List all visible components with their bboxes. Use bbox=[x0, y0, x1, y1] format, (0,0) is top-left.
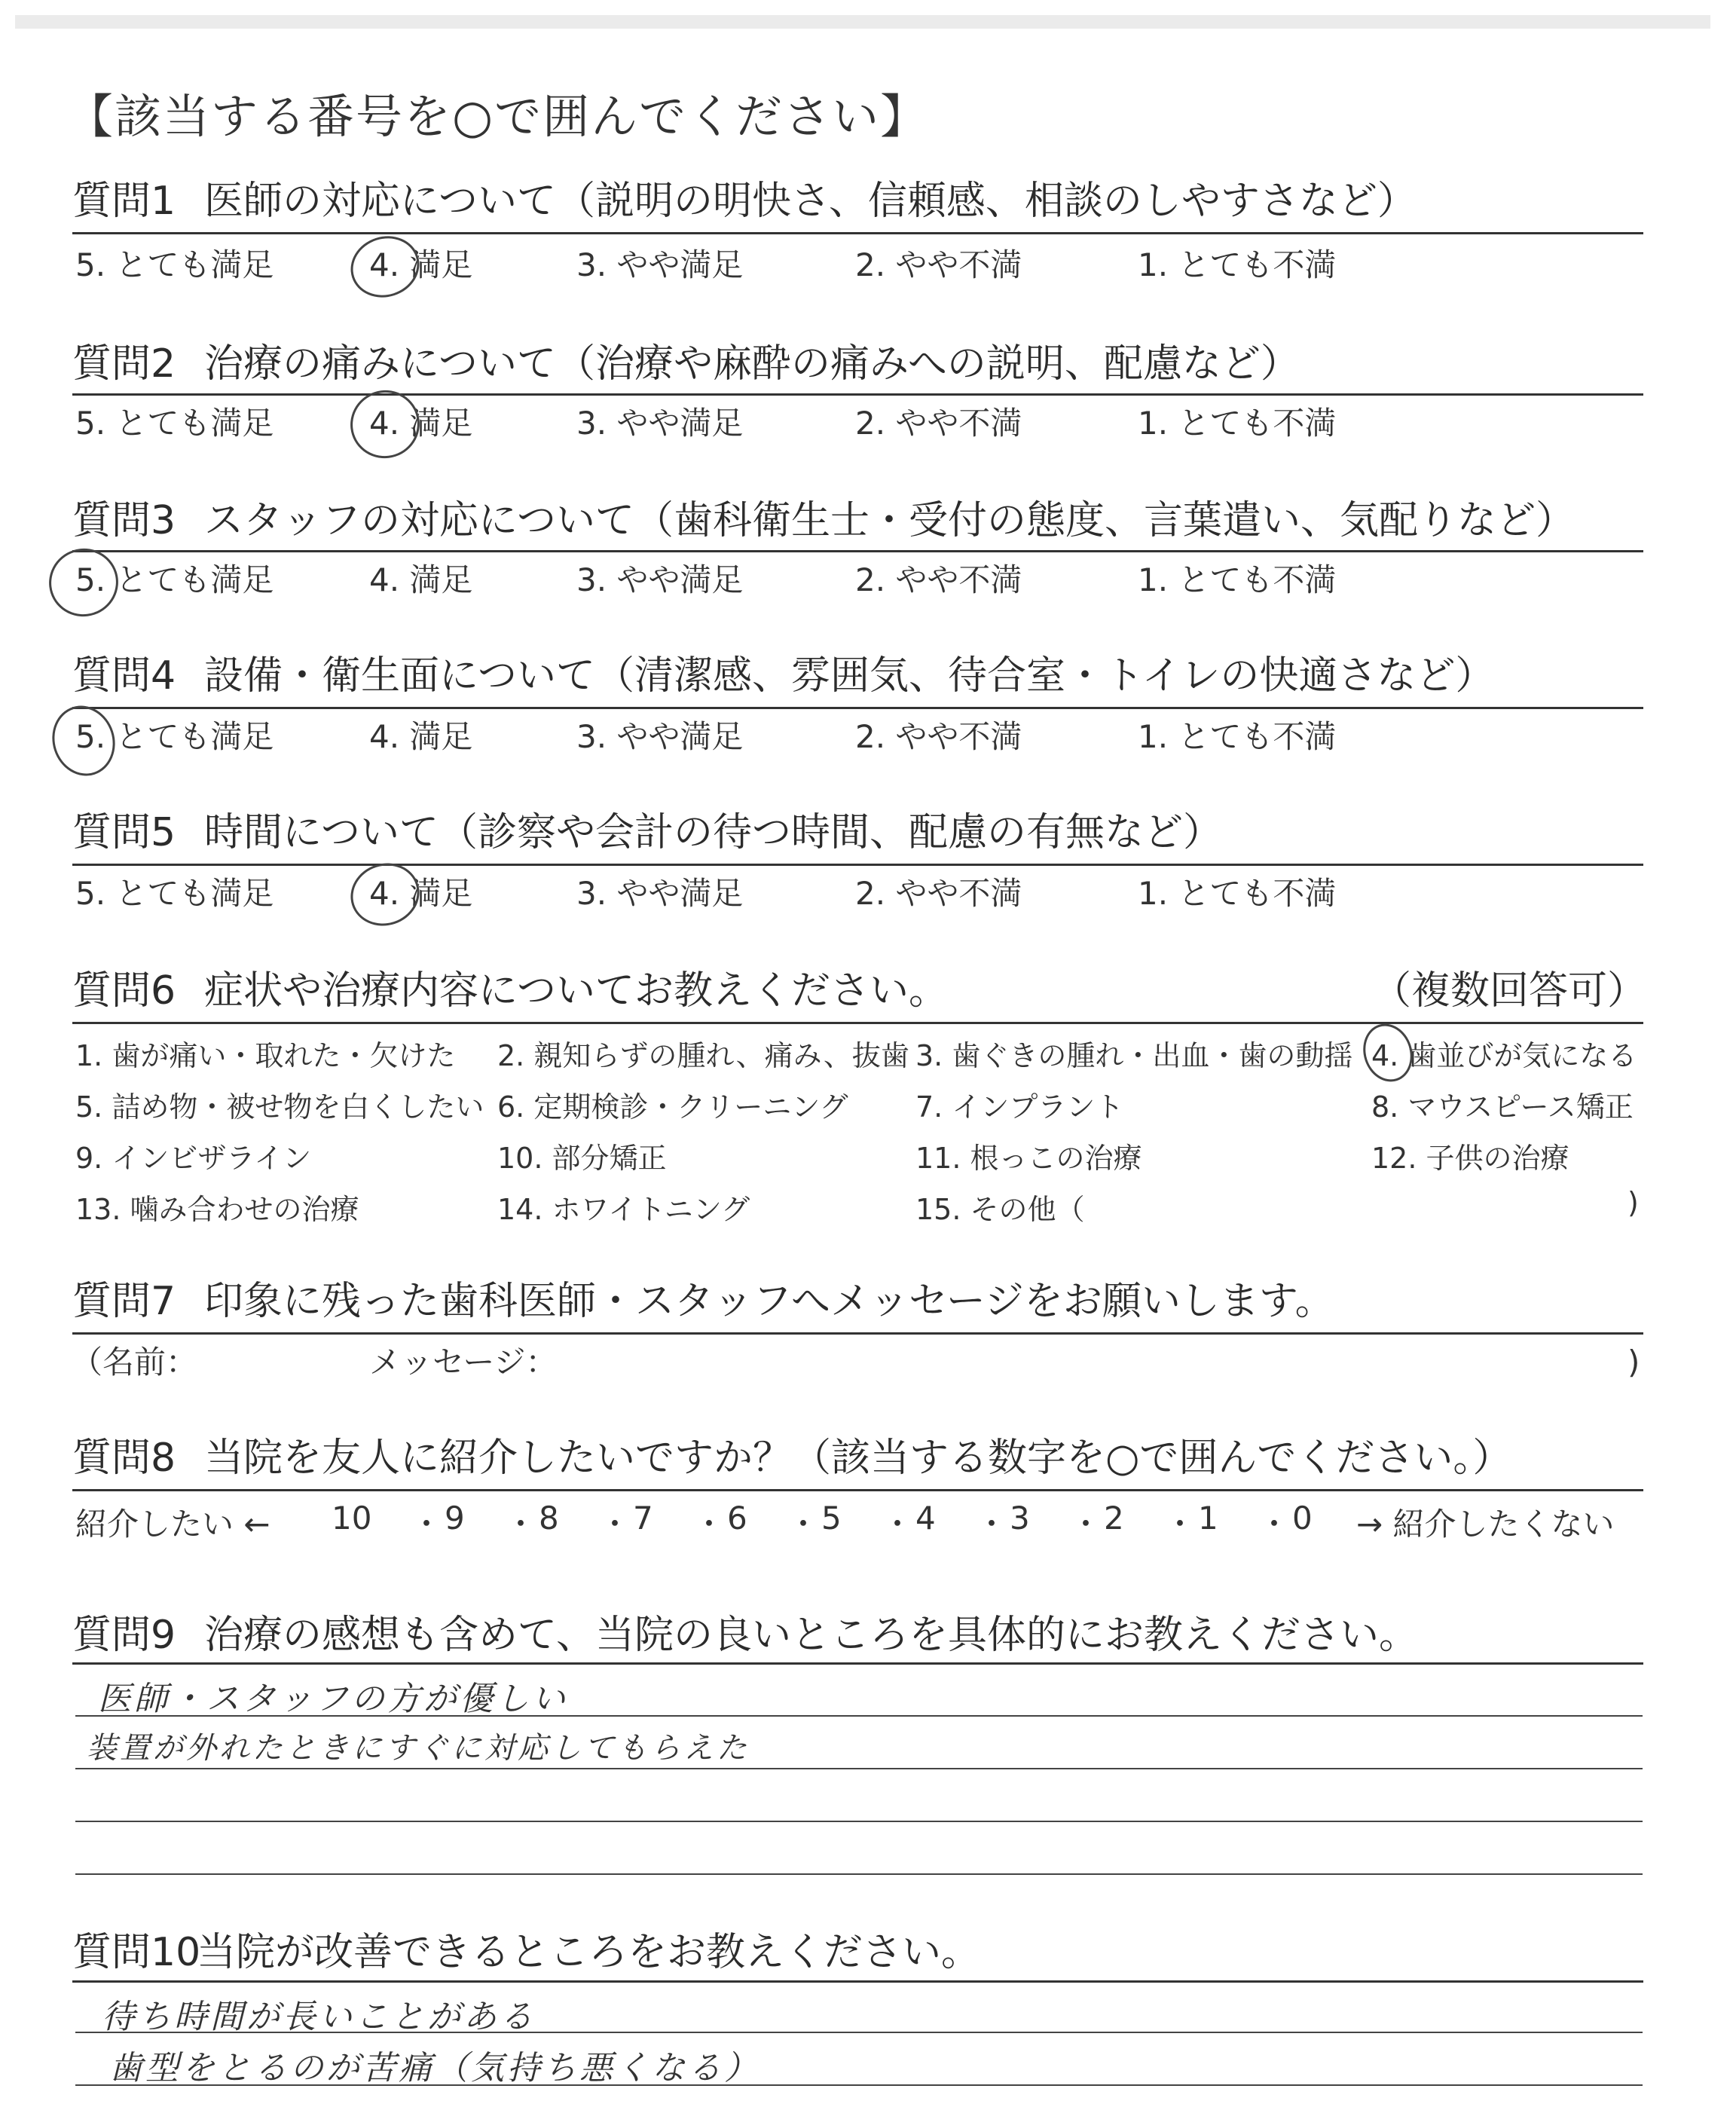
option-4[interactable]: 4. 満足 bbox=[369, 718, 473, 755]
question-number: 質問2 bbox=[72, 341, 176, 387]
scale-value[interactable]: 0 bbox=[1292, 1500, 1313, 1537]
question-number: 質問8 bbox=[72, 1436, 176, 1481]
symptom-option[interactable]: 12. 子供の治療 bbox=[1371, 1142, 1569, 1175]
scale-dot: ・ bbox=[882, 1506, 914, 1543]
handwritten-answer: 医師・スタッフの方が優しい bbox=[98, 1680, 568, 1718]
question-number: 質問3 bbox=[72, 498, 176, 543]
message-close-paren: ) bbox=[1628, 1344, 1640, 1381]
option-5[interactable]: 5. とても満足 bbox=[75, 875, 274, 912]
scale-dot: ・ bbox=[693, 1506, 726, 1543]
multiple-answer-note: （複数回答可） bbox=[1372, 968, 1647, 1014]
question-text: 症状や治療内容についてお教えください。 bbox=[204, 968, 948, 1014]
question-text: 治療の感想も含めて、当院の良いところを具体的にお教えください。 bbox=[204, 1613, 1418, 1658]
question-10 bbox=[72, 1926, 1647, 1979]
selection-circle bbox=[43, 698, 124, 784]
page-title: 【該当する番号を○で囲んでください】 bbox=[66, 89, 929, 144]
answer-line bbox=[75, 2084, 1643, 2086]
symptom-option[interactable]: 14. ホワイトニング bbox=[497, 1193, 750, 1226]
option-4[interactable]: 4. 満足 bbox=[369, 405, 473, 442]
selection-circle bbox=[40, 540, 127, 625]
question-title bbox=[72, 494, 1647, 547]
scale-value[interactable]: 9 bbox=[445, 1500, 465, 1537]
message-label: メッセージ： bbox=[369, 1344, 558, 1381]
option-2[interactable]: 2. やや不満 bbox=[855, 405, 1022, 442]
symptom-option[interactable]: 5. 詰め物・被せ物を白くしたい bbox=[75, 1090, 484, 1124]
option-5[interactable]: 5. とても満足 bbox=[75, 561, 274, 598]
question-title bbox=[72, 1926, 1647, 1979]
scale-value[interactable]: 7 bbox=[633, 1500, 653, 1537]
question-text: 当院が改善できるところをお教えください。 bbox=[197, 1930, 981, 1975]
selection-circle bbox=[343, 228, 427, 307]
question-text: スタッフの対応について（歯科衛生士・受付の態度、言葉遣い、気配りなど） bbox=[204, 498, 1575, 543]
symptom-option[interactable]: 8. マウスピース矯正 bbox=[1371, 1090, 1634, 1124]
symptom-option[interactable]: 15. その他（ bbox=[915, 1193, 1085, 1226]
question-text: 医師の対応について（説明の明快さ、信頼感、相談のしやすさなど） bbox=[204, 179, 1417, 224]
question-rule bbox=[72, 1332, 1643, 1335]
question-title bbox=[72, 1432, 1647, 1485]
handwritten-answer: 待ち時間が長いことがある bbox=[102, 1998, 536, 2036]
question-rule bbox=[72, 393, 1643, 396]
question-rule bbox=[72, 1489, 1643, 1491]
symptom-option[interactable]: 4. 歯並びが気になる bbox=[1371, 1039, 1637, 1072]
question-9 bbox=[72, 1609, 1647, 1662]
scale-dot: ・ bbox=[1258, 1506, 1291, 1543]
scale-dot: ・ bbox=[411, 1506, 443, 1543]
selection-circle bbox=[343, 855, 428, 934]
recommend-right-label: → 紹介したくない bbox=[1356, 1506, 1615, 1543]
question-number: 質問9 bbox=[72, 1613, 176, 1658]
question-number: 質問7 bbox=[72, 1279, 176, 1324]
option-5[interactable]: 5. とても満足 bbox=[75, 405, 274, 442]
question-title bbox=[72, 965, 1647, 1017]
scale-value[interactable]: 2 bbox=[1104, 1500, 1124, 1537]
question-title bbox=[72, 1275, 1647, 1328]
question-number: 質問6 bbox=[72, 968, 176, 1014]
scale-value[interactable]: 8 bbox=[539, 1500, 559, 1537]
answer-line bbox=[75, 1715, 1643, 1717]
question-text: 当院を友人に紹介したいですか？（該当する数字を○で囲んでください。） bbox=[204, 1436, 1512, 1481]
option-5[interactable]: 5. とても満足 bbox=[75, 246, 274, 283]
scale-value[interactable]: 5 bbox=[821, 1500, 842, 1537]
selection-circle bbox=[1356, 1017, 1420, 1088]
question-7 bbox=[72, 1275, 1647, 1328]
question-3 bbox=[72, 494, 1647, 547]
question-title bbox=[72, 338, 1647, 390]
question-title bbox=[72, 1609, 1647, 1662]
question-6 bbox=[72, 965, 1647, 1017]
answer-line bbox=[75, 1821, 1643, 1822]
question-number: 質問10 bbox=[72, 1930, 201, 1975]
scale-value[interactable]: 3 bbox=[1010, 1500, 1030, 1537]
question-4 bbox=[72, 650, 1647, 702]
question-1 bbox=[72, 175, 1647, 228]
option-1[interactable]: 1. とても不満 bbox=[1138, 246, 1337, 283]
option-5[interactable]: 5. とても満足 bbox=[75, 718, 274, 755]
handwritten-answer: 歯型をとるのが苦痛（気持ち悪くなる） bbox=[109, 2049, 760, 2087]
question-rule bbox=[72, 1980, 1643, 1983]
name-label: （名前： bbox=[71, 1344, 198, 1381]
symptom-option[interactable]: 1. 歯が痛い・取れた・欠けた bbox=[75, 1039, 456, 1072]
question-text: 設備・衛生面について（清潔感、雰囲気、待合室・トイレの快適さなど） bbox=[204, 653, 1495, 699]
symptom-option[interactable]: 11. 根っこの治療 bbox=[915, 1142, 1142, 1175]
scale-value[interactable]: 1 bbox=[1198, 1500, 1218, 1537]
symptom-option[interactable]: 9. インビザライン bbox=[75, 1142, 312, 1175]
question-rule bbox=[72, 707, 1643, 709]
option-3[interactable]: 3. やや満足 bbox=[576, 718, 744, 755]
question-rule bbox=[72, 1022, 1643, 1024]
symptom-option[interactable]: 3. 歯ぐきの腫れ・出血・歯の動揺 bbox=[915, 1039, 1353, 1072]
symptom-option[interactable]: 2. 親知らずの腫れ、痛み、抜歯 bbox=[497, 1039, 909, 1072]
scale-dot: ・ bbox=[1070, 1506, 1102, 1543]
question-2 bbox=[72, 338, 1647, 390]
scale-dot: ・ bbox=[1164, 1506, 1197, 1543]
option-4[interactable]: 4. 満足 bbox=[369, 875, 473, 912]
scale-value[interactable]: 6 bbox=[727, 1500, 747, 1537]
scale-dot: ・ bbox=[505, 1506, 537, 1543]
question-title bbox=[72, 806, 1647, 859]
scale-dot: ・ bbox=[787, 1506, 820, 1543]
scale-dot: ・ bbox=[976, 1506, 1008, 1543]
question-8 bbox=[72, 1432, 1647, 1485]
question-text: 時間について（診察や会計の待つ時間、配慮の有無など） bbox=[204, 810, 1222, 855]
question-title bbox=[72, 650, 1647, 702]
question-number: 質問5 bbox=[72, 810, 176, 855]
option-2[interactable]: 2. やや不満 bbox=[855, 875, 1022, 912]
option-1[interactable]: 1. とても不満 bbox=[1138, 405, 1337, 442]
option-1[interactable]: 1. とても不満 bbox=[1138, 718, 1337, 755]
option-1[interactable]: 1. とても不満 bbox=[1138, 875, 1337, 912]
question-title bbox=[72, 175, 1647, 228]
question-rule bbox=[72, 550, 1643, 552]
question-number: 質問1 bbox=[72, 179, 176, 224]
scale-value[interactable]: 10 bbox=[332, 1500, 372, 1537]
symptom-option[interactable]: 7. インプラント bbox=[915, 1090, 1124, 1124]
option-4[interactable]: 4. 満足 bbox=[369, 246, 473, 283]
option-3[interactable]: 3. やや満足 bbox=[576, 246, 744, 283]
option-3[interactable]: 3. やや満足 bbox=[576, 875, 744, 912]
recommend-left-label: 紹介したい ← bbox=[75, 1506, 270, 1543]
question-number: 質問4 bbox=[72, 653, 176, 699]
scale-value[interactable]: 4 bbox=[915, 1500, 936, 1537]
option-2[interactable]: 2. やや不満 bbox=[855, 718, 1022, 755]
question-rule bbox=[72, 232, 1643, 234]
symptom-option[interactable]: 13. 噛み合わせの治療 bbox=[75, 1193, 359, 1226]
option-2[interactable]: 2. やや不満 bbox=[855, 246, 1022, 283]
symptom-option[interactable]: 10. 部分矯正 bbox=[497, 1142, 667, 1175]
question-text: 印象に残った歯科医師・スタッフへメッセージをお願いします。 bbox=[204, 1279, 1334, 1324]
question-rule bbox=[72, 1662, 1643, 1665]
question-text: 治療の痛みについて（治療や麻酔の痛みへの説明、配慮など） bbox=[204, 341, 1300, 387]
handwritten-answer: 装置が外れたときにすぐに対応してもらえた bbox=[87, 1731, 750, 1766]
answer-line bbox=[75, 2032, 1643, 2033]
question-rule bbox=[72, 864, 1643, 866]
option-1[interactable]: 1. とても不満 bbox=[1138, 561, 1337, 598]
symptom-option[interactable]: 6. 定期検診・クリーニング bbox=[497, 1090, 848, 1124]
answer-line bbox=[75, 1768, 1643, 1769]
question-5 bbox=[72, 806, 1647, 859]
scale-dot: ・ bbox=[599, 1506, 631, 1543]
other-close-paren: ) bbox=[1628, 1186, 1639, 1219]
option-3[interactable]: 3. やや満足 bbox=[576, 561, 744, 598]
option-4[interactable]: 4. 満足 bbox=[369, 561, 473, 598]
answer-line bbox=[75, 1873, 1643, 1875]
option-2[interactable]: 2. やや不満 bbox=[855, 561, 1022, 598]
option-3[interactable]: 3. やや満足 bbox=[576, 405, 744, 442]
